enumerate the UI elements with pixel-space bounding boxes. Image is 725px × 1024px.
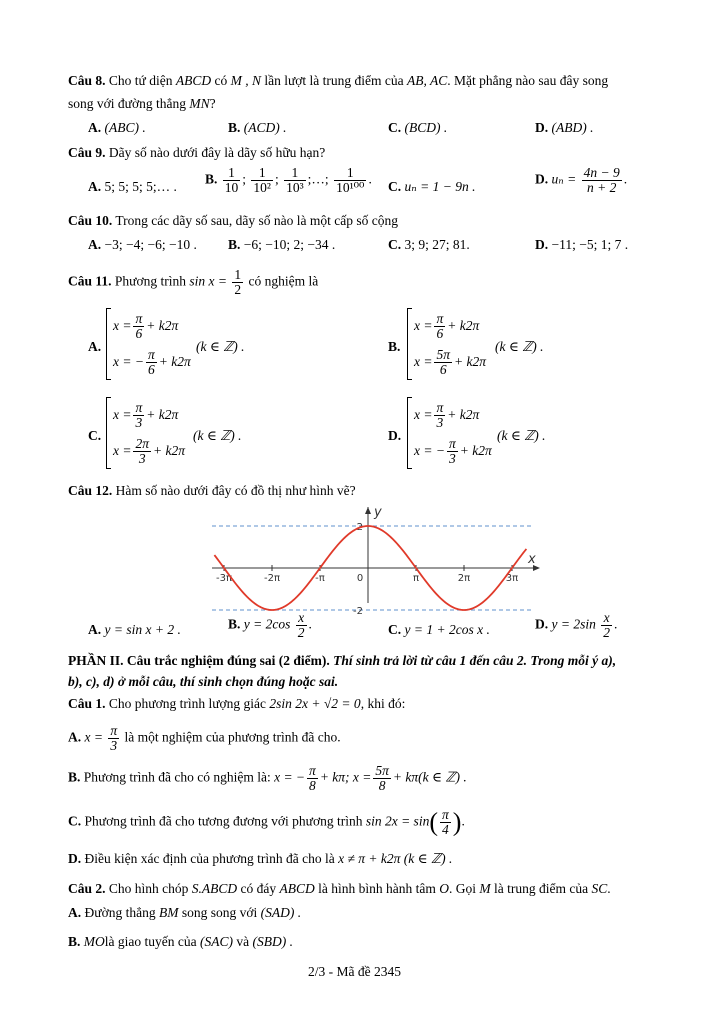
q8-option-b[interactable]: B. (ACD) .	[228, 120, 287, 135]
q8-stem-line2: song với đường thẳng MN?	[68, 96, 216, 111]
q12-option-a[interactable]: A. y = sin x + 2 .	[88, 622, 181, 637]
q10-option-b[interactable]: B. −6; −10; 2; −34 .	[228, 237, 336, 252]
q8-label: Câu 8.	[68, 73, 106, 88]
q10-option-c[interactable]: C. 3; 9; 27; 81.	[388, 237, 470, 252]
x-tick-label-3: 0	[356, 573, 364, 584]
p2q1-statement-b[interactable]: B. Phương trình đã cho có nghiệm là: x = − $\frac{\pi}{8}$ + kπ; x = $\frac{5\pi}{8}$ + kπ(k ∈ ℤ) .	[68, 763, 467, 793]
part2-instr-line2: b), c), d) ở mỗi câu, thí sinh chọn đúng hoặc sai.	[68, 674, 339, 689]
q11-option-a-kz: (k ∈ ℤ) .	[196, 339, 245, 354]
x-tick-label-6: 3π	[505, 573, 519, 584]
q11-stem: Câu 11. Phương trình sin x = $\frac{1}{2}$ có nghiệm là	[68, 267, 319, 297]
q12-option-d[interactable]: D. y = 2sin $\frac{x}{2}$ .	[535, 610, 618, 640]
q11-option-b-kz: (k ∈ ℤ) .	[495, 339, 544, 354]
p2q2-statement-b[interactable]: B. MOlà giao tuyến của (SAC) và (SBD) .	[68, 934, 293, 949]
x-tick-label-0: -3π	[216, 573, 232, 584]
q11-option-c-kz: (k ∈ ℤ) .	[193, 428, 242, 443]
q11-option-d-system[interactable]: x = $\frac{\pi}{3}$ + k2π x = − $\frac{\pi}{3}$ + k2π	[407, 397, 492, 469]
cosine-graph	[212, 505, 542, 617]
p2q2-stem: Câu 2. Cho hình chóp S.ABCD có đáy ABCD là hình bình hành tâm O. Gọi M là trung điểm của SC.	[68, 881, 611, 896]
p2q1-stem: Câu 1. Cho phương trình lượng giác 2sin 2x + √2 = 0, khi đó:	[68, 696, 406, 711]
q10-option-d[interactable]: D. −11; −5; 1; 7 .	[535, 237, 629, 252]
q11-option-d-label[interactable]: D.	[388, 428, 402, 443]
y-tick-label-0: 2	[356, 522, 363, 533]
x-tick-label-1: -2π	[264, 573, 280, 584]
q11-option-b-label[interactable]: B.	[388, 339, 401, 354]
x-tick-label-4: π	[412, 573, 420, 584]
q10-option-a[interactable]: A. −3; −4; −6; −10 .	[88, 237, 197, 252]
y-tick-label-1: -2	[353, 606, 363, 617]
q12-option-b[interactable]: B. y = 2cos $\frac{x}{2}$ .	[228, 610, 312, 640]
p2q1-statement-a[interactable]: A. x = $\frac{\pi}{3}$ là một nghiệm của phương trình đã cho.	[68, 723, 341, 753]
x-axis-label: x	[528, 552, 536, 567]
q11-option-a-label[interactable]: A.	[88, 339, 102, 354]
q11-option-c-system[interactable]: x = $\frac{\pi}{3}$ + k2π x = $\frac{2\pi}{3}$ + k2π	[106, 397, 185, 469]
q8-option-d[interactable]: D. (ABD) .	[535, 120, 594, 135]
y-axis-label: y	[374, 505, 382, 520]
q8-stem: Câu 8. Cho tứ diện ABCD có M , N lần lượt là trung điểm của AB, AC. Mặt phẳng nào sau đây song	[68, 73, 609, 88]
q12-stem: Câu 12. Hàm số nào dưới đây có đồ thị như hình vẽ?	[68, 483, 356, 498]
p2q1-statement-d[interactable]: D. Điều kiện xác định của phương trình đã cho là x ≠ π + k2π (k ∈ ℤ) .	[68, 851, 453, 866]
p2q1-statement-c[interactable]: C. Phương trình đã cho tương đương với phương trình sin 2x = sin( $\frac{\pi}{4}$ ).	[68, 807, 465, 837]
page-footer: 2/3 - Mã đề 2345	[308, 964, 401, 979]
q11-option-d-kz: (k ∈ ℤ) .	[497, 428, 546, 443]
q11-option-a-system[interactable]: x = $\frac{\pi}{6}$ + k2π x = − $\frac{\pi}{6}$ + k2π	[106, 308, 191, 380]
q12-option-c[interactable]: C. y = 1 + 2cos x .	[388, 622, 490, 637]
q11-option-c-label[interactable]: C.	[88, 428, 102, 443]
x-tick-label-5: 2π	[457, 573, 471, 584]
q9-option-a[interactable]: A. 5; 5; 5; 5;… .	[88, 179, 177, 194]
part2-heading: PHẦN II. Câu trắc nghiệm đúng sai (2 điểm). Thí sinh trả lời từ câu 1 đến câu 2. Trong mỗi ý a),	[68, 653, 617, 668]
y-axis-arrow	[365, 507, 371, 514]
p2q2-statement-a[interactable]: A. Đường thẳng BM song song với (SAD) .	[68, 905, 302, 920]
x-tick-label-2: -π	[315, 573, 325, 584]
q8-option-a[interactable]: A. (ABC) .	[88, 120, 146, 135]
q9-option-d[interactable]: D. uₙ = $\frac{4n - 9}{n + 2}$ .	[535, 165, 628, 195]
q11-option-b-system[interactable]: x = $\frac{\pi}{6}$ + k2π x = $\frac{5\pi}{6}$ + k2π	[407, 308, 486, 380]
q8-option-c[interactable]: C. (BCD) .	[388, 120, 448, 135]
q9-stem: Câu 9. Dãy số nào dưới đây là dãy số hữu hạn?	[68, 145, 326, 160]
q9-option-b[interactable]: B. $\frac{1}{10}$ ; $\frac{1}{\text{10²}}$ ; $\frac{1}{\text{10³}}$ ;…; $\frac{1}{\text{10¹⁰⁰}}$ .	[205, 165, 372, 195]
q9-option-c[interactable]: C. uₙ = 1 − 9n .	[388, 179, 476, 194]
q10-stem: Câu 10. Trong các dãy số sau, dãy số nào là một cấp số cộng	[68, 213, 398, 228]
